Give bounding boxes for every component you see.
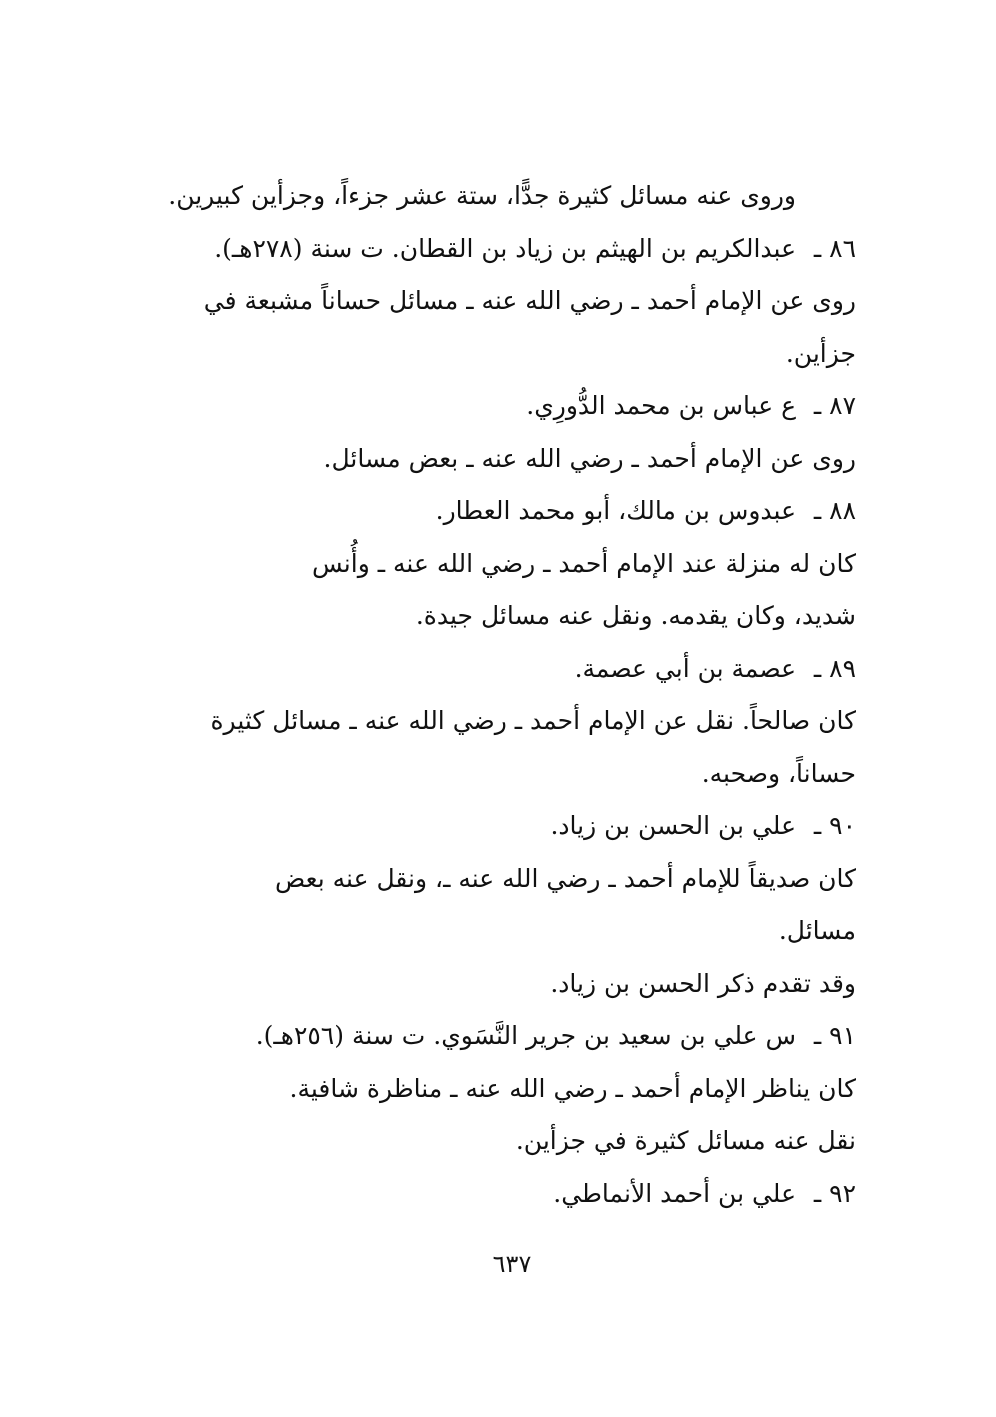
entry-90-line: مسائل.	[778, 916, 856, 945]
entry-87-heading	[144, 380, 856, 433]
entry-90-heading	[144, 800, 856, 853]
entry-title: عبدوس بن مالك، أبو محمد العطار.	[435, 496, 796, 525]
entry-title: عبدالكريم بن الهيثم بن زياد بن القطان. ت سنة (٢٧٨هـ).	[214, 233, 796, 263]
entry-86-heading	[144, 223, 856, 276]
entry-number: ٩١ ـ	[813, 1021, 856, 1050]
page-number: ٦٣٧	[492, 1250, 532, 1278]
continuation-line: وروى عنه مسائل كثيرة جدًّا، ستة عشر جزءاً، وجزأين كبيرين.	[168, 181, 796, 210]
entry-number: ٩٢ ـ	[813, 1178, 856, 1208]
entry-89-heading	[144, 643, 856, 696]
main-text	[144, 170, 856, 1220]
entry-92-heading	[144, 1168, 856, 1221]
entry-title: علي بن أحمد الأنماطي.	[553, 1178, 796, 1208]
entry-86-line: جزأين.	[785, 338, 856, 368]
entry-91-line: نقل عنه مسائل كثيرة في جزأين.	[515, 1126, 856, 1155]
entry-86-line: روى عن الإمام أحمد ـ رضي الله عنه ـ مسائل حساناً مشبعة في	[203, 286, 856, 315]
entry-number: ٨٩ ـ	[813, 653, 856, 683]
entry-88-line: شديد، وكان يقدمه. ونقل عنه مسائل جيدة.	[415, 601, 856, 630]
entry-90-line: وقد تقدم ذكر الحسن بن زياد.	[550, 968, 856, 998]
entry-number: ٨٧ ـ	[813, 391, 856, 420]
entry-number: ٨٨ ـ	[813, 496, 856, 525]
entry-title: س علي بن سعيد بن جرير النَّسَوي. ت سنة (٢٥٦هـ).	[255, 1021, 796, 1050]
entry-number: ٩٠ ـ	[813, 811, 856, 840]
entry-88-heading	[144, 485, 856, 538]
entry-89-line: كان صالحاً. نقل عن الإمام أحمد ـ رضي الله عنه ـ مسائل كثيرة	[210, 706, 856, 735]
entry-87-line: روى عن الإمام أحمد ـ رضي الله عنه ـ بعض مسائل.	[323, 443, 856, 473]
entry-title: علي بن الحسن بن زياد.	[550, 811, 796, 840]
entry-91-line: كان يناظر الإمام أحمد ـ رضي الله عنه ـ مناظرة شافية.	[289, 1073, 856, 1103]
entry-title: عصمة بن أبي عصمة.	[574, 653, 796, 683]
entry-number: ٨٦ ـ	[813, 233, 856, 263]
entry-90-line: كان صديقاً للإمام أحمد ـ رضي الله عنه ـ، ونقل عنه بعض	[275, 863, 856, 893]
entry-91-heading	[144, 1010, 856, 1063]
entry-title: ع عباس بن محمد الدُّورِي.	[526, 391, 796, 420]
entry-88-line: كان له منزلة عند الإمام أحمد ـ رضي الله عنه ـ وأُنس	[311, 548, 856, 578]
entry-89-line: حساناً، وصحبه.	[701, 758, 856, 788]
